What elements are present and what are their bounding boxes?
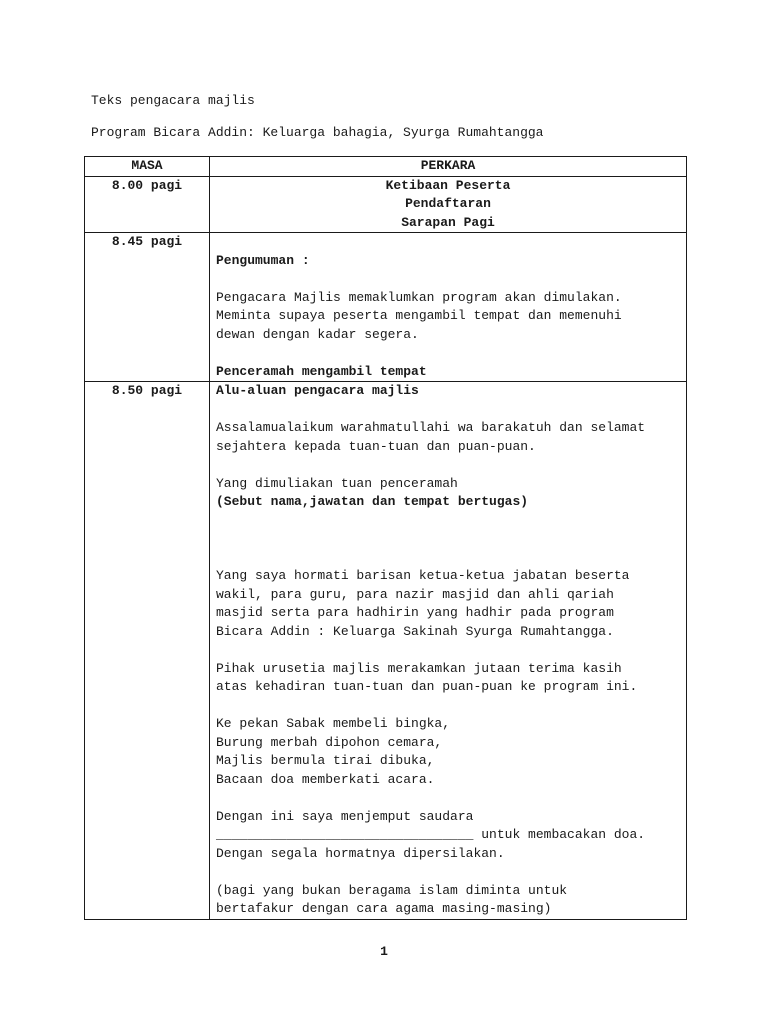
- note-line: bertafakur dengan cara agama masing-masing): [216, 901, 552, 916]
- thanks-line: atas kehadiran tuan-tuan dan puan-puan ke program ini.: [216, 679, 638, 694]
- announcement-heading: Pengumuman :: [216, 252, 310, 268]
- respected-line: Bicara Addin : Keluarga Sakinah Syurga Rumahtangga.: [216, 623, 614, 639]
- paragraph-line: dewan dengan kadar segera.: [216, 326, 419, 342]
- page-number: 1: [380, 944, 388, 959]
- activity-cell: [210, 176, 687, 233]
- program-title: Program Bicara Addin: Keluarga bahagia, Syurga Rumahtangga: [91, 125, 544, 140]
- pantun-line: Ke pekan Sabak membeli bingka,: [216, 716, 451, 731]
- table-row: [85, 176, 687, 233]
- paragraph-line: Pengacara Majlis memaklumkan program akan dimulakan.: [216, 289, 622, 305]
- invite-line: Dengan segala hormatnya dipersilakan.: [216, 845, 505, 861]
- greeting-line: Assalamualaikum warahmatullahi wa barakatuh dan selamat: [216, 420, 646, 435]
- thanks-line: Pihak urusetia majlis merakamkan jutaan terima kasih: [216, 660, 622, 676]
- greeting-line: sejahtera kepada tuan-tuan dan puan-puan.: [216, 438, 536, 454]
- honored-note: (Sebut nama,jawatan dan tempat bertugas): [216, 494, 529, 509]
- honored-line: Yang dimuliakan tuan penceramah: [216, 475, 458, 491]
- schedule-table: [84, 156, 687, 920]
- document-title: Teks pengacara majlis: [91, 93, 255, 108]
- respected-line: Yang saya hormati barisan ketua-ketua jabatan beserta: [216, 568, 630, 583]
- activity-cell: [210, 382, 687, 920]
- pantun-line: Majlis bermula tirai dibuka,: [216, 753, 435, 768]
- column-header-masa: MASA: [85, 157, 210, 177]
- pantun-line: Burung merbah dipohon cemara,: [216, 734, 443, 750]
- pantun-line: Bacaan doa memberkati acara.: [216, 771, 435, 787]
- table-header-row: [85, 157, 687, 177]
- respected-line: wakil, para guru, para nazir masjid dan ahli qariah: [216, 586, 614, 602]
- activity-cell: [210, 233, 687, 382]
- activity-line: Sarapan Pagi: [401, 214, 495, 230]
- invite-line: Dengan ini saya menjemput saudara: [216, 808, 474, 824]
- invite-line: _________________________________ untuk membacakan doa.: [216, 827, 646, 842]
- welcome-heading: Alu-aluan pengacara majlis: [216, 383, 419, 398]
- table-row: [85, 233, 687, 382]
- table-row: [85, 382, 687, 920]
- time-cell: 8.00 pagi: [85, 176, 210, 233]
- column-header-perkara: PERKARA: [210, 157, 687, 177]
- speaker-seated-note: Penceramah mengambil tempat: [216, 363, 427, 379]
- activity-line: Pendaftaran: [405, 196, 491, 211]
- note-line: (bagi yang bukan beragama islam diminta untuk: [216, 882, 568, 898]
- respected-line: masjid serta para hadhirin yang hadhir pada program: [216, 605, 614, 620]
- activity-line: Ketibaan Peserta: [385, 177, 511, 193]
- paragraph-line: Meminta supaya peserta mengambil tempat dan memenuhi: [216, 308, 622, 323]
- time-cell: 8.50 pagi: [85, 382, 210, 920]
- time-cell: 8.45 pagi: [85, 233, 210, 382]
